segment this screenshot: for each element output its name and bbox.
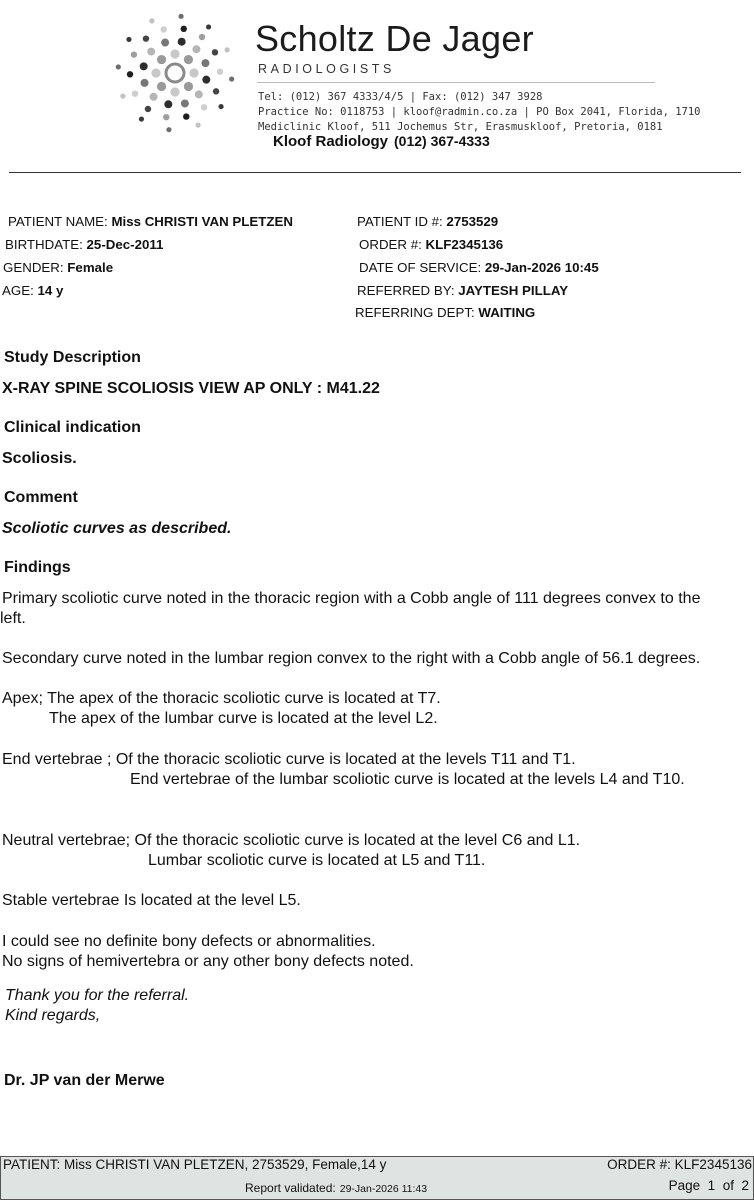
footer-validated xyxy=(245,1181,427,1195)
referred-by-field xyxy=(357,283,568,298)
referring-dept-field xyxy=(355,305,535,320)
referred-by-value: JAYTESH PILLAY xyxy=(458,283,569,298)
footer-page-indicator xyxy=(669,1178,749,1193)
referring-dept-value: WAITING xyxy=(478,305,536,320)
finding-secondary: Secondary curve noted in the lumbar region convex to the right with a Cobb angle of 56.1 degrees. xyxy=(2,650,701,667)
finding-apex-line-2: The apex of the lumbar curve is located at the level L2. xyxy=(49,710,438,727)
age-label: AGE: xyxy=(2,283,34,298)
letterhead-divider xyxy=(257,82,655,83)
birthdate-value: 25-Dec-2011 xyxy=(86,237,164,252)
study-description-text: X-RAY SPINE SCOLIOSIS VIEW AP ONLY : M41.22 xyxy=(2,380,380,397)
findings-heading: Findings xyxy=(4,559,71,576)
gender-label: GENDER: xyxy=(3,260,64,275)
footer-page-total: 2 xyxy=(741,1178,749,1193)
footer-validated-label: Report validated: xyxy=(245,1181,336,1195)
patient-name-field xyxy=(8,214,293,229)
footer-page-label: Page xyxy=(668,1178,701,1193)
branch-phone: (012) 367-4333 xyxy=(394,133,490,149)
gender-field xyxy=(3,260,113,275)
patient-name-value: Miss CHRISTI VAN PLETZEN xyxy=(111,214,293,229)
footer-page-current: 1 xyxy=(707,1178,716,1193)
practice-name: Scholtz De Jager xyxy=(255,18,534,59)
contact-line-phone: Tel: (012) 367 4333/4/5 | Fax: (012) 347 3928 xyxy=(258,91,543,103)
finding-primary-line-1: Primary scoliotic curve noted in the thoracic region with a Cobb angle of 111 degrees convex to the xyxy=(2,590,701,607)
dotted-circle-logo-icon xyxy=(112,10,238,136)
patient-name-label: PATIENT NAME: xyxy=(8,214,108,229)
finding-apex-line-1: Apex; The apex of the thoracic scoliotic curve is located at T7. xyxy=(2,690,441,707)
finding-end-vertebrae-line-2: End vertebrae of the lumbar scoliotic curve is located at the levels L4 and T10. xyxy=(130,771,685,788)
finding-primary-line-2: left. xyxy=(0,610,26,627)
contact-line-practice: Practice No: 0118753 | kloof@radmin.co.za | PO Box 2041, Florida, 1710 xyxy=(258,106,701,118)
closing-thanks: Thank you for the referral. xyxy=(5,987,190,1004)
comment-text: Scoliotic curves as described. xyxy=(2,520,232,537)
footer-patient-summary: PATIENT: Miss CHRISTI VAN PLETZEN, 2753529, Female,14 y xyxy=(3,1157,387,1172)
finding-defects-line-1: I could see no definite bony defects or abnormalities. xyxy=(2,933,376,950)
header-divider xyxy=(9,172,741,173)
finding-neutral-vertebrae-line-2: Lumbar scoliotic curve is located at L5 and T11. xyxy=(148,852,486,869)
date-of-service-value: 29-Jan-2026 10:45 xyxy=(484,260,599,275)
birthdate-field xyxy=(5,237,163,252)
signature-name: Dr. JP van der Merwe xyxy=(4,1072,165,1089)
order-field xyxy=(359,237,503,252)
order-value: KLF2345136 xyxy=(425,237,504,252)
clinical-indication-heading: Clinical indication xyxy=(4,419,141,436)
clinical-indication-text: Scoliosis. xyxy=(2,450,77,467)
date-of-service-field xyxy=(359,260,599,275)
date-of-service-label: DATE OF SERVICE: xyxy=(359,260,482,275)
referring-dept-label: REFERRING DEPT: xyxy=(355,305,475,320)
patient-id-label: PATIENT ID #: xyxy=(357,214,443,229)
finding-stable-vertebrae: Stable vertebrae Is located at the level L5. xyxy=(2,892,301,909)
branch-name: Kloof Radiology xyxy=(273,133,388,150)
footer-page-of: of xyxy=(722,1178,734,1193)
gender-value: Female xyxy=(67,260,114,275)
age-field xyxy=(2,283,63,298)
report-footer xyxy=(0,1156,754,1200)
closing-regards: Kind regards, xyxy=(5,1007,101,1024)
comment-heading: Comment xyxy=(4,489,78,506)
contact-line-address: Mediclinic Kloof, 511 Jochemus Str, Erasmuskloof, Pretoria, 0181 xyxy=(258,121,663,133)
order-label: ORDER #: xyxy=(359,237,422,252)
footer-order-number: ORDER #: KLF2345136 xyxy=(607,1157,752,1172)
referred-by-label: REFERRED BY: xyxy=(357,283,455,298)
patient-id-field xyxy=(357,214,498,229)
birthdate-label: BIRTHDATE: xyxy=(5,237,83,252)
practice-subtitle: RADIOLOGISTS xyxy=(258,62,395,76)
footer-validated-value: 29-Jan-2026 11:43 xyxy=(339,1183,428,1195)
study-description-heading: Study Description xyxy=(4,349,141,366)
finding-neutral-vertebrae-line-1: Neutral vertebrae; Of the thoracic scoliotic curve is located at the level C6 and L1. xyxy=(2,832,581,849)
age-value: 14 y xyxy=(37,283,64,298)
finding-end-vertebrae-line-1: End vertebrae ; Of the thoracic scoliotic curve is located at the levels T11 and T1. xyxy=(2,751,576,768)
finding-defects-line-2: No signs of hemivertebra or any other bony defects noted. xyxy=(2,953,414,970)
branch-line xyxy=(273,133,490,150)
patient-id-value: 2753529 xyxy=(446,214,499,229)
